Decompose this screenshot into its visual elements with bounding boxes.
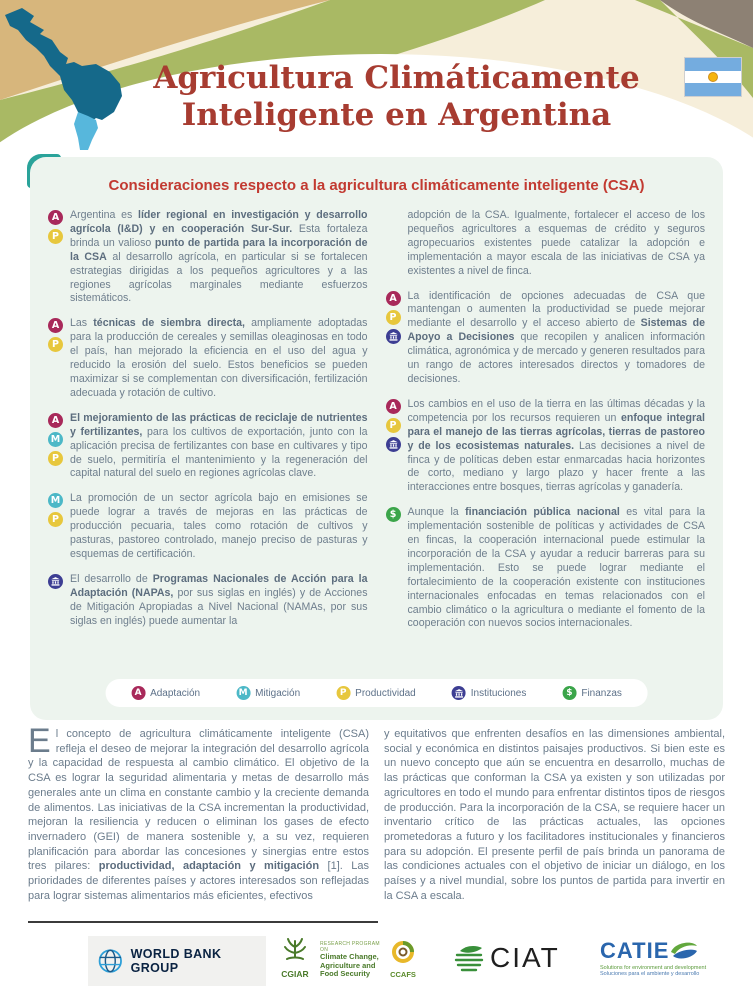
header-banner: [0, 0, 753, 152]
ccafs-label: CCAFS: [390, 970, 416, 979]
bullet-item: [386, 506, 706, 631]
cgiar-plant-icon: [281, 937, 309, 963]
bullet-icon-stack: [386, 290, 401, 387]
bullet-item: [386, 209, 706, 279]
legend-item: [562, 686, 622, 700]
productivity-icon: P: [386, 418, 401, 433]
bullet-item: [48, 573, 368, 629]
legend-item: [131, 686, 200, 700]
flag-sun-icon: [708, 72, 718, 82]
ccafs-ring-icon: [391, 940, 415, 964]
ciat-label: CIAT: [490, 942, 560, 973]
bullet-item: [386, 398, 706, 495]
productivity-icon: P: [336, 686, 350, 700]
intro-col-left: [28, 722, 369, 903]
bullet-icon-stack: [48, 412, 63, 482]
ccafs-program-main: Climate Change, Agriculture and Food Security: [320, 952, 379, 978]
legend-label: Finanzas: [581, 687, 622, 699]
institutions-icon: [386, 329, 401, 344]
productivity-icon: P: [48, 512, 63, 527]
adaptation-icon: A: [48, 413, 63, 428]
institutions-icon: [386, 437, 401, 452]
bullet-text: Las técnicas de siembra directa, ampliamente adoptadas para la producción de cereales y semillas oleaginosas en todo el país, han mejorado la eficiencia en el uso del agua y reducido la erosión del suelo. Estos beneficios se pueden maximizar si se complementan con diversificación, fertilización adecuada y rotación de cultivo.: [70, 317, 368, 399]
ciat-logo: [452, 938, 560, 978]
icon-legend: [105, 679, 648, 707]
adaptation-icon: A: [386, 399, 401, 414]
institutions-icon: [48, 574, 63, 589]
institutions-icon: [452, 686, 466, 700]
productivity-icon: P: [48, 451, 63, 466]
ccafs-program-text: [320, 941, 386, 979]
bullet-text: Aunque la financiación pública nacional es vital para la implementación sostenible de políticas y actividades de CSA en fincas, la cooperación internacional puede estimular la incorporación de la CSA y ayudar a reducir barreras para su implementación. Esto se puede lograr mediante el fortalecimiento de la cooperación existente con instituciones internacionales enfocadas en temas relacionados con el cambio climático o la agricultura o mediante el fomento de la cooperación con nuevos socios internacionales.: [407, 506, 705, 630]
bullet-icon-stack: [48, 492, 63, 562]
footnote-rule: [28, 921, 378, 923]
adaptation-icon: A: [48, 318, 63, 333]
bullet-item: [386, 290, 706, 387]
legend-label: Instituciones: [470, 687, 527, 699]
page-title-line2: Inteligente en Argentina: [181, 97, 612, 133]
bullet-icon-stack: [386, 506, 401, 631]
adaptation-icon: A: [48, 210, 63, 225]
intro-left-text: l concepto de agricultura climáticamente inteligente (CSA) refleja el deseo de mejorar la integración del desarrollo agrícola y la capacidad de respuesta al cambio climático. El objetivo de la CSA es lograr la seguridad alimentaria y metas de desarrollo más generales ante un clima en constante cambio y la creciente demanda de alimentos. Las iniciativas de la CSA incrementan la productividad, mejoran la resiliencia y reducen o eliminan los gases de efecto invernadero (GEI) de manera sostenible y, a su vez, requieren planificación para abordar las concesiones y sinergias entre estos tres pilares: productividad, adaptación y mitigación [1]. Las prioridades de diferentes países y actores interesados son reflejadas para lograr sistemas alimentarios más eficientes, efectivos: [28, 728, 369, 902]
bullet-icon-stack: [48, 317, 63, 400]
cgiar-logo: [276, 937, 314, 979]
worldbank-logo: [88, 936, 266, 986]
productivity-icon: P: [48, 337, 63, 352]
flag-stripe-top: [685, 58, 741, 71]
bullet-icon-stack: [386, 398, 401, 495]
adaptation-icon: A: [131, 686, 145, 700]
bullet-text: La identificación de opciones adecuadas de CSA que mantengan o aumenten la productividad se puede mejorar mediante el desarrollo y el acceso abierto de Sistemas de Apoyo a Decisiones que recopilen y analicen información climática, agronómica y de mercado y generen resultados para un rango de actores interesados directos y tomadores de decisiones.: [407, 289, 705, 385]
box-col-right: [386, 209, 706, 642]
legend-label: Adaptación: [150, 687, 201, 699]
intro-col-right: [384, 727, 725, 903]
mitigation-icon: M: [236, 686, 250, 700]
worldbank-globe-icon: [96, 945, 125, 977]
bullet-icon-stack: [48, 209, 63, 306]
page-title: [60, 60, 733, 134]
mitigation-icon: M: [48, 493, 63, 508]
catie-tagline-en: Solutions for environment and development: [600, 965, 707, 971]
bullet-text: El desarrollo de Programas Nacionales de Acción para la Adaptación (NAPAs, por sus siglas en inglés) y de Acciones de Mitigación Apropiadas a Nivel Nacional (NAMAs, por sus siglas en inglés) puede aumentar la: [70, 572, 368, 627]
page-title-line1: Agricultura Climáticamente: [153, 60, 640, 96]
bullet-text: Argentina es líder regional en investigación y desarrollo agrícola (I&D) y en cooperación Sur-Sur. Esta fortaleza brinda un valioso punto de partida para la incorporación de la CSA al desarrollo agrícola, en particular si se fortalecen estrategias dirigidas a los pequeños agricultores y a las regiones agrícolas marginales mediante esfuerzos sistemáticos.: [70, 209, 368, 305]
considerations-title: Consideraciones respecto a la agricultura climáticamente inteligente (CSA): [108, 177, 645, 194]
bullet-item: [48, 317, 368, 400]
legend-item: [236, 686, 300, 700]
bullet-item: [48, 209, 368, 306]
mitigation-icon: M: [48, 432, 63, 447]
productivity-icon: P: [386, 310, 401, 325]
legend-label: Mitigación: [255, 687, 301, 699]
bullet-text: Los cambios en el uso de la tierra en las últimas décadas y la competencia por los recursos requieren un enfoque integral para el manejo de las tierras agrícolas, tierras de pastoreo y de los ecosistemas naturales. Las decisiones a nivel de finca y de políticas deben estar enmarcadas hacia horizontes de corto, mediano y largo plazo y hacer frente a las interacciones entre bosques, tierras agrícolas y ganadería.: [407, 397, 705, 494]
intro-right-text: y equitativos que enfrenten desafíos en las dimensiones ambiental, social y económica en distintos paisajes productivos. Si bien este es un nuevo concepto que aún se encuentra en desarrollo, muchas de las prácticas que conforman la CSA ya existen y son utilizadas por agricultores en todo el mundo para enfrentar distintos tipos de riesgos de producción. Para la incorporación de la CSA, se requiere hacer un inventario crítico de las prácticas actuales, las opciones prometedoras a futuro y los facilitadores institucionales y financieros para su adopción. El presente perfil de país brinda un panorama de las condiciones actuales con el objetivo de iniciar un diálogo, en los países y a nivel mundial, sobre los puntos de partida para invertir en la CSA a escala.: [384, 728, 725, 902]
bullet-icon-stack: [48, 573, 63, 629]
argentina-flag: [684, 57, 742, 97]
bullet-text: La promoción de un sector agrícola bajo en emisiones se puede lograr a través de mejoras en las prácticas de producción pecuaria, tales como rotación de cultivos y pasturas, pastoreo controlado, manejo preciso de pasturas y esquemas de certificación.: [70, 492, 368, 560]
legend-label: Productividad: [355, 687, 416, 699]
ccafs-logo: [386, 940, 420, 979]
ciat-leaf-globe-icon: [452, 941, 486, 975]
considerations-box: [30, 157, 723, 720]
catie-label: CATIE: [600, 938, 670, 963]
dropcap: E: [28, 722, 51, 760]
intro-text: [28, 722, 725, 903]
bullet-text: adopción de la CSA. Igualmente, fortalecer el acceso de los pequeños agricultores a esquemas de crédito y seguros agropecuarios existentes puede catalizar la adopción e implementación a mayor escala de las iniciativas de CSA ya existentes a nivel de finca.: [407, 209, 705, 277]
finances-icon: $: [386, 507, 401, 522]
bullet-icon-stack: [386, 209, 401, 279]
catie-tagline-es: Soluciones para el ambiente y desarrollo: [600, 971, 700, 977]
legend-item: [336, 686, 416, 700]
bullet-text: El mejoramiento de las prácticas de reciclaje de nutrientes y fertilizantes, para los cultivos de exportación, junto con la aplicación precisa de fertilizantes con base en cultivares y tipo de suelo, permitiría el mantenimiento y la regeneración del capital natural del suelo en regiones agrícolas clave.: [70, 411, 368, 480]
productivity-icon: P: [48, 229, 63, 244]
legend-item: [452, 686, 527, 700]
bullet-item: [48, 492, 368, 562]
box-col-left: [48, 209, 368, 642]
flag-stripe-middle: [685, 71, 741, 84]
catie-swoosh-icon: [669, 938, 699, 964]
ccafs-program-small: RESEARCH PROGRAM ON: [320, 941, 380, 953]
finances-icon: $: [562, 686, 576, 700]
catie-logo: [600, 938, 730, 977]
adaptation-icon: A: [386, 291, 401, 306]
flag-stripe-bottom: [685, 83, 741, 96]
bullet-item: [48, 412, 368, 482]
worldbank-label: WORLD BANK GROUP: [130, 947, 222, 975]
cgiar-label: CGIAR: [281, 969, 309, 979]
